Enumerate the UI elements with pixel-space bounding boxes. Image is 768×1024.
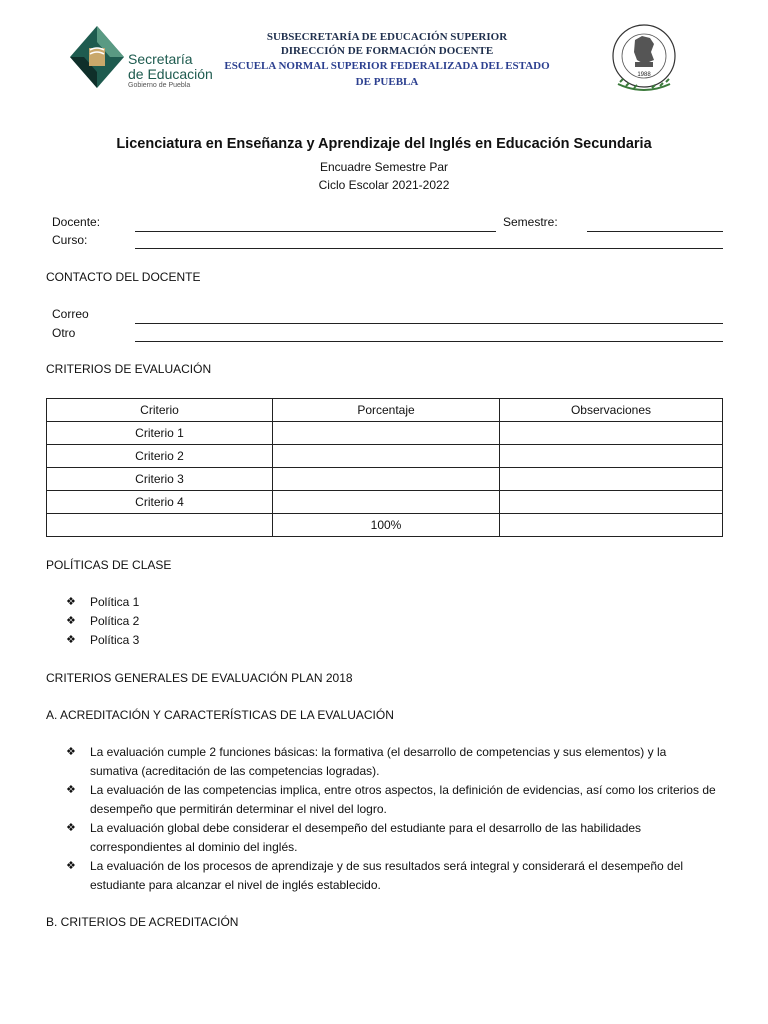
semestre-label: Semestre: bbox=[503, 215, 558, 229]
table-cell[interactable] bbox=[500, 491, 723, 514]
header-institution bbox=[222, 30, 552, 90]
secretaria-logo bbox=[64, 20, 214, 92]
table-row bbox=[47, 468, 723, 491]
table-cell[interactable] bbox=[273, 468, 500, 491]
list-item-text: La evaluación global debe considerar el desempeño del estudiante para el desarrollo de las habilidades correspondientes al dominio del inglés. bbox=[90, 821, 642, 854]
generales-heading: CRITERIOS GENERALES DE EVALUACIÓN PLAN 2018 bbox=[46, 671, 353, 685]
column-header: Porcentaje bbox=[273, 399, 500, 422]
document-subtitle: Encuadre Semestre Par bbox=[319, 160, 449, 174]
politicas-heading: POLÍTICAS DE CLASE bbox=[46, 558, 172, 572]
program-title: Licenciatura en Enseñanza y Aprendizaje del Inglés en Educación Secundaria bbox=[116, 136, 652, 152]
diamond-bullet-icon: ❖ bbox=[66, 596, 76, 608]
otro-field[interactable] bbox=[135, 341, 723, 342]
docente-field[interactable] bbox=[135, 231, 496, 232]
list-item bbox=[66, 631, 139, 650]
table-row bbox=[47, 491, 723, 514]
semestre-field[interactable] bbox=[587, 231, 723, 232]
list-item-text: La evaluación de las competencias implica, entre otros aspectos, la definición de evidencias, así como los criterios de desempeño que permitirán determinar el nivel del logro. bbox=[90, 783, 716, 816]
criteria-table bbox=[46, 398, 723, 537]
column-header: Observaciones bbox=[500, 399, 723, 422]
curso-field[interactable] bbox=[135, 248, 723, 249]
logo-text-line3: Gobierno de Puebla bbox=[128, 82, 191, 89]
table-cell[interactable] bbox=[500, 468, 723, 491]
school-seal-icon bbox=[604, 22, 684, 96]
table-cell: Criterio 1 bbox=[47, 422, 273, 445]
section-b-heading: B. CRITERIOS DE ACREDITACIÓN bbox=[46, 915, 239, 929]
header-line3: ESCUELA NORMAL SUPERIOR FEDERALIZADA DEL ESTADO bbox=[224, 60, 550, 72]
logo-text-line2: de Educación bbox=[128, 66, 213, 82]
table-row bbox=[47, 422, 723, 445]
table-cell[interactable] bbox=[500, 514, 723, 537]
diamond-bullet-icon: ❖ bbox=[66, 784, 76, 796]
diamond-bullet-icon: ❖ bbox=[66, 860, 76, 872]
logo-text-line1: Secretaría bbox=[128, 51, 193, 67]
secretaria-emblem-icon bbox=[68, 24, 126, 90]
table-cell[interactable] bbox=[500, 445, 723, 468]
table-header-row bbox=[47, 399, 723, 422]
table-cell: Criterio 3 bbox=[47, 468, 273, 491]
list-item-text: Política 2 bbox=[90, 614, 140, 628]
section-a-heading: A. ACREDITACIÓN Y CARACTERÍSTICAS DE LA EVALUACIÓN bbox=[46, 708, 394, 722]
table-cell[interactable] bbox=[273, 445, 500, 468]
politicas-list bbox=[66, 593, 139, 650]
criterios-heading: CRITERIOS DE EVALUACIÓN bbox=[46, 362, 212, 376]
correo-label: Correo bbox=[52, 307, 89, 321]
table-cell[interactable] bbox=[273, 491, 500, 514]
diamond-bullet-icon: ❖ bbox=[66, 746, 76, 758]
diamond-bullet-icon: ❖ bbox=[66, 634, 76, 646]
correo-field[interactable] bbox=[135, 323, 723, 324]
table-row bbox=[47, 445, 723, 468]
list-item bbox=[66, 781, 716, 819]
table-cell bbox=[47, 514, 273, 537]
column-header: Criterio bbox=[47, 399, 273, 422]
list-item-text: Política 1 bbox=[90, 595, 140, 609]
header-line1: SUBSECRETARÍA DE EDUCACIÓN SUPERIOR bbox=[266, 31, 508, 43]
header-line4: DE PUEBLA bbox=[355, 76, 419, 88]
list-item bbox=[66, 743, 716, 781]
table-row bbox=[47, 514, 723, 537]
docente-label: Docente: bbox=[52, 215, 101, 229]
table-cell-total: 100% bbox=[273, 514, 500, 537]
list-item bbox=[66, 819, 716, 857]
list-item bbox=[66, 593, 139, 612]
table-cell: Criterio 2 bbox=[47, 445, 273, 468]
list-item-text: La evaluación cumple 2 funciones básicas: la formativa (el desarrollo de competencias y sus elementos) y la sumativa (acreditación de las competencias logradas). bbox=[90, 745, 667, 778]
header-line2: DIRECCIÓN DE FORMACIÓN DOCENTE bbox=[280, 45, 494, 57]
list-item bbox=[66, 612, 139, 631]
table-cell: Criterio 4 bbox=[47, 491, 273, 514]
otro-label: Otro bbox=[52, 326, 76, 340]
evaluation-list bbox=[66, 743, 716, 895]
school-year: Ciclo Escolar 2021-2022 bbox=[318, 178, 450, 192]
table-cell[interactable] bbox=[273, 422, 500, 445]
contacto-heading: CONTACTO DEL DOCENTE bbox=[46, 270, 201, 284]
list-item-text: La evaluación de los procesos de aprendizaje y de sus resultados será integral y considerará el desempeño del estudiante para alcanzar el nivel de inglés establecido. bbox=[90, 859, 684, 892]
seal-year: 1988 bbox=[637, 72, 651, 78]
curso-label: Curso: bbox=[52, 233, 88, 247]
list-item-text: Política 3 bbox=[90, 633, 140, 647]
diamond-bullet-icon: ❖ bbox=[66, 615, 76, 627]
diamond-bullet-icon: ❖ bbox=[66, 822, 76, 834]
table-cell[interactable] bbox=[500, 422, 723, 445]
list-item bbox=[66, 857, 716, 895]
